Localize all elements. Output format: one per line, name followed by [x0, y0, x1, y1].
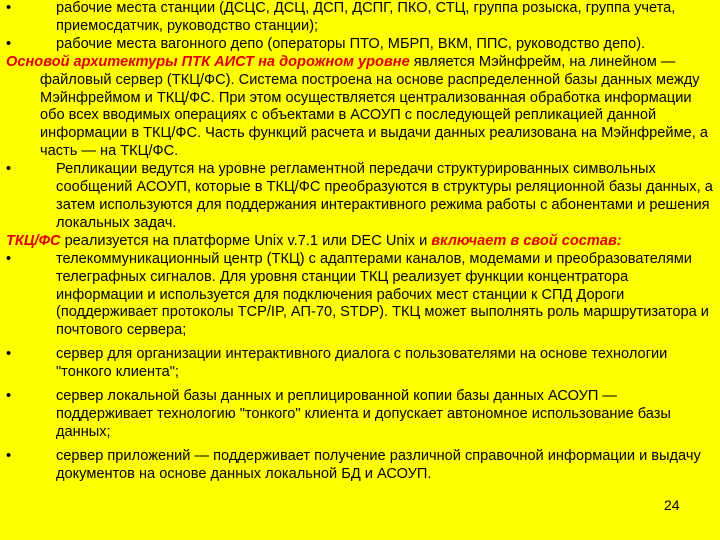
highlight-text: ТКЦ/ФС	[6, 232, 61, 249]
highlight-text: Основой архитектуры ПТК АИСТ на дорожном уровне	[6, 53, 410, 70]
paragraph-text: реализуется на платформе Unix v.7.1 или DEC Unix и	[60, 232, 432, 249]
list-item	[0, 388, 716, 442]
paragraph-text: является Мэйнфрейм, на линейном — файловый сервер (ТКЦ/ФС). Система построена на основе распределенной базы данных между Мэйнфреймом и ТКЦ/ФС. При этом осуществляется централизованная обработка информации обо всех вводимых операциях с объектами в АСОУП с последующей репликацией данной информации в ТКЦ/ФС. Часть функций расчета и выдачи данных реализована на Мэйнфрейме, а часть — на ТКЦ/ФС.	[40, 53, 708, 160]
highlight-text-2: включает в свой состав:	[431, 232, 622, 249]
item-text: телекоммуникационный центр (ТКЦ) с адаптерами каналов, модемами и преобразователями телеграфных сигналов. Для уровня станции ТКЦ реализует функции концентратора информации и используется для подключения рабочих мест станции к СПД Дороги (поддерживает протоколы TCP/IP, АП‑70, STDP). ТКЦ может выполнять роль маршрутизатора и почтового сервера;	[56, 250, 709, 339]
item-text: сервер для организации интерактивного диалога с пользователями на основе технологии "тонкого клиента";	[56, 346, 668, 381]
item-text: рабочие места станции (ДСЦС, ДСЦ, ДСП, ДСПГ, ПКО, СТЦ, группа розыска, группа учета, приемосдатчик, руководство станции);	[56, 0, 676, 34]
list-item	[0, 251, 716, 341]
list-item	[0, 346, 716, 382]
item-text: Репликации ведутся на уровне регламентной передачи структурированных символьных сообщений АСОУП, которые в ТКЦ/ФС преобразуются в структуры реляционной базы данных, а затем используются для поддержания интерактивного режима работы с абонентами и решения локальных задач.	[56, 161, 713, 231]
item-text: сервер приложений — поддерживает получение различной справочной информации и выдачу документов на основе данных локальной БД и АСОУП.	[56, 447, 701, 482]
list-item	[0, 448, 716, 484]
list-item	[0, 0, 716, 36]
paragraph-architecture	[0, 54, 716, 161]
item-text: рабочие места вагонного депо (операторы ПТО, МБРП, ВКМ, ППС, руководство депо).	[56, 35, 646, 52]
page-number: 24	[664, 497, 680, 513]
paragraph-tkc	[0, 233, 716, 251]
list-item	[0, 161, 716, 233]
list-item	[0, 36, 716, 54]
item-text: сервер локальной базы данных и реплицированной копии базы данных АСОУП — поддерживает технологию "тонкого" клиента и допускает автономное использование базы данных;	[56, 388, 671, 440]
